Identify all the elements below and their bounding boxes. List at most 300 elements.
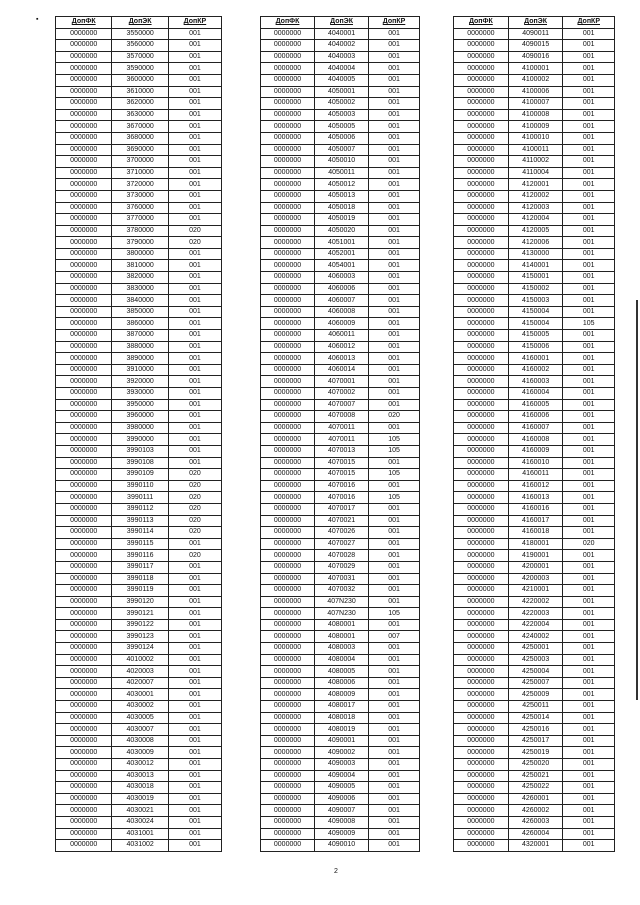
cell-dopfk: 0000000 xyxy=(454,132,509,144)
table-row xyxy=(261,202,420,214)
cell-dopkr: 001 xyxy=(563,457,615,469)
cell-dopek: 3680000 xyxy=(112,132,168,144)
cell-dopfk: 0000000 xyxy=(454,98,509,110)
cell-dopfk: 0000000 xyxy=(56,63,112,75)
cell-dopfk: 0000000 xyxy=(454,28,509,40)
cell-dopfk: 0000000 xyxy=(56,550,112,562)
cell-dopfk: 0000000 xyxy=(56,214,112,226)
table-row xyxy=(454,445,615,457)
cell-dopkr: 001 xyxy=(168,457,221,469)
table-row xyxy=(454,364,615,376)
cell-dopek: 3610000 xyxy=(112,86,168,98)
table-row xyxy=(261,619,420,631)
cell-dopfk: 0000000 xyxy=(261,86,315,98)
table-row xyxy=(261,445,420,457)
cell-dopfk: 0000000 xyxy=(56,759,112,771)
cell-dopkr: 001 xyxy=(563,237,615,249)
cell-dopfk: 0000000 xyxy=(56,364,112,376)
cell-dopek: 4060003 xyxy=(315,272,369,284)
table-row xyxy=(56,445,222,457)
cell-dopfk: 0000000 xyxy=(454,677,509,689)
cell-dopkr: 001 xyxy=(369,167,420,179)
cell-dopkr: 001 xyxy=(369,527,420,539)
cell-dopkr: 001 xyxy=(563,132,615,144)
table-row xyxy=(454,747,615,759)
cell-dopkr: 001 xyxy=(369,538,420,550)
cell-dopfk: 0000000 xyxy=(454,272,509,284)
cell-dopkr: 020 xyxy=(168,469,221,481)
cell-dopfk: 0000000 xyxy=(56,248,112,260)
table-row xyxy=(56,631,222,643)
cell-dopfk: 0000000 xyxy=(56,747,112,759)
cell-dopek: 4050010 xyxy=(315,156,369,168)
table-row xyxy=(56,759,222,771)
cell-dopek: 4160008 xyxy=(508,434,563,446)
cell-dopfk: 0000000 xyxy=(261,272,315,284)
cell-dopek: 4250022 xyxy=(508,782,563,794)
cell-dopek: 4250003 xyxy=(508,654,563,666)
table-row xyxy=(56,503,222,515)
cell-dopfk: 0000000 xyxy=(56,179,112,191)
cell-dopek: 3720000 xyxy=(112,179,168,191)
cell-dopkr: 105 xyxy=(563,318,615,330)
table-row xyxy=(261,318,420,330)
cell-dopek: 4220004 xyxy=(508,619,563,631)
cell-dopfk: 0000000 xyxy=(454,74,509,86)
cell-dopek: 4080003 xyxy=(315,643,369,655)
cell-dopkr: 001 xyxy=(563,353,615,365)
cell-dopek: 4050003 xyxy=(315,109,369,121)
cell-dopek: 3990123 xyxy=(112,631,168,643)
table-row xyxy=(56,214,222,226)
table-row xyxy=(56,735,222,747)
cell-dopkr: 001 xyxy=(168,376,221,388)
table-row xyxy=(56,399,222,411)
table-row xyxy=(261,457,420,469)
table-row xyxy=(454,411,615,423)
cell-dopkr: 001 xyxy=(369,190,420,202)
table-row xyxy=(261,237,420,249)
cell-dopkr: 001 xyxy=(563,747,615,759)
table-row xyxy=(56,596,222,608)
cell-dopfk: 0000000 xyxy=(261,527,315,539)
cell-dopek: 4070015 xyxy=(315,457,369,469)
cell-dopek: 3990119 xyxy=(112,585,168,597)
cell-dopkr: 001 xyxy=(369,677,420,689)
cell-dopek: 4070032 xyxy=(315,585,369,597)
cell-dopek: 4250001 xyxy=(508,643,563,655)
cell-dopfk: 0000000 xyxy=(454,643,509,655)
cell-dopek: 4160004 xyxy=(508,388,563,400)
cell-dopek: 4080001 xyxy=(315,631,369,643)
cell-dopek: 4070016 xyxy=(315,492,369,504)
cell-dopfk: 0000000 xyxy=(261,805,315,817)
table-row xyxy=(261,666,420,678)
cell-dopfk: 0000000 xyxy=(261,295,315,307)
table-row xyxy=(454,306,615,318)
cell-dopek: 4030008 xyxy=(112,735,168,747)
cell-dopfk: 0000000 xyxy=(56,28,112,40)
cell-dopek: 3630000 xyxy=(112,109,168,121)
cell-dopkr: 001 xyxy=(369,457,420,469)
table-row xyxy=(56,666,222,678)
cell-dopek: 3920000 xyxy=(112,376,168,388)
table-row xyxy=(56,828,222,840)
table-row xyxy=(454,654,615,666)
cell-dopfk: 0000000 xyxy=(261,666,315,678)
cell-dopfk: 0000000 xyxy=(56,782,112,794)
cell-dopfk: 0000000 xyxy=(261,492,315,504)
table-row xyxy=(454,735,615,747)
header-dopfk: ДопФК xyxy=(56,17,112,29)
cell-dopek: 4090008 xyxy=(315,816,369,828)
cell-dopek: 4260004 xyxy=(508,828,563,840)
cell-dopek: 4090002 xyxy=(315,747,369,759)
cell-dopkr: 001 xyxy=(563,306,615,318)
cell-dopkr: 001 xyxy=(369,770,420,782)
header-dopek: ДопЭК xyxy=(508,17,563,29)
cell-dopek: 4220003 xyxy=(508,608,563,620)
cell-dopfk: 0000000 xyxy=(261,63,315,75)
cell-dopkr: 001 xyxy=(369,480,420,492)
cell-dopfk: 0000000 xyxy=(261,237,315,249)
cell-dopkr: 001 xyxy=(369,272,420,284)
cell-dopkr: 001 xyxy=(369,805,420,817)
cell-dopkr: 020 xyxy=(168,225,221,237)
cell-dopkr: 001 xyxy=(563,643,615,655)
cell-dopkr: 001 xyxy=(369,689,420,701)
table-row xyxy=(454,561,615,573)
cell-dopek: 4050013 xyxy=(315,190,369,202)
table-row xyxy=(261,689,420,701)
cell-dopkr: 001 xyxy=(168,179,221,191)
cell-dopkr: 020 xyxy=(168,492,221,504)
cell-dopfk: 0000000 xyxy=(56,40,112,52)
cell-dopek: 4250007 xyxy=(508,677,563,689)
cell-dopkr: 001 xyxy=(563,666,615,678)
cell-dopfk: 0000000 xyxy=(454,248,509,260)
cell-dopfk: 0000000 xyxy=(454,399,509,411)
cell-dopfk: 0000000 xyxy=(56,677,112,689)
cell-dopek: 3550000 xyxy=(112,28,168,40)
table-row xyxy=(454,805,615,817)
cell-dopfk: 0000000 xyxy=(56,434,112,446)
cell-dopkr: 001 xyxy=(168,677,221,689)
cell-dopfk: 0000000 xyxy=(454,457,509,469)
cell-dopfk: 0000000 xyxy=(261,318,315,330)
cell-dopkr: 001 xyxy=(563,179,615,191)
cell-dopek: 4070017 xyxy=(315,503,369,515)
cell-dopkr: 001 xyxy=(563,782,615,794)
cell-dopfk: 0000000 xyxy=(261,596,315,608)
cell-dopkr: 001 xyxy=(168,759,221,771)
cell-dopfk: 0000000 xyxy=(56,330,112,342)
cell-dopek: 4160003 xyxy=(508,376,563,388)
cell-dopfk: 0000000 xyxy=(56,596,112,608)
cell-dopek: 4120002 xyxy=(508,190,563,202)
cell-dopfk: 0000000 xyxy=(56,631,112,643)
table-row xyxy=(56,144,222,156)
cell-dopfk: 0000000 xyxy=(261,399,315,411)
cell-dopkr: 001 xyxy=(369,144,420,156)
cell-dopfk: 0000000 xyxy=(454,480,509,492)
table-row xyxy=(261,550,420,562)
table-row xyxy=(454,782,615,794)
cell-dopkr: 001 xyxy=(168,74,221,86)
cell-dopkr: 001 xyxy=(369,619,420,631)
cell-dopfk: 0000000 xyxy=(454,793,509,805)
cell-dopkr: 001 xyxy=(369,828,420,840)
cell-dopek: 3800000 xyxy=(112,248,168,260)
cell-dopfk: 0000000 xyxy=(261,689,315,701)
cell-dopek: 4210001 xyxy=(508,585,563,597)
table-row xyxy=(454,434,615,446)
cell-dopfk: 0000000 xyxy=(56,272,112,284)
cell-dopek: 4150002 xyxy=(508,283,563,295)
table-row xyxy=(454,248,615,260)
cell-dopkr: 001 xyxy=(369,260,420,272)
cell-dopkr: 001 xyxy=(563,469,615,481)
table-row xyxy=(454,74,615,86)
table-row xyxy=(56,724,222,736)
table-row xyxy=(56,469,222,481)
table-row xyxy=(454,28,615,40)
cell-dopfk: 0000000 xyxy=(56,840,112,852)
cell-dopkr: 001 xyxy=(563,248,615,260)
table-row xyxy=(261,74,420,86)
table-row xyxy=(56,434,222,446)
cell-dopkr: 020 xyxy=(369,411,420,423)
table-row xyxy=(56,515,222,527)
cell-dopfk: 0000000 xyxy=(454,376,509,388)
cell-dopfk: 0000000 xyxy=(261,759,315,771)
cell-dopkr: 001 xyxy=(369,74,420,86)
cell-dopkr: 001 xyxy=(369,515,420,527)
cell-dopfk: 0000000 xyxy=(56,816,112,828)
cell-dopfk: 0000000 xyxy=(56,561,112,573)
cell-dopkr: 001 xyxy=(369,295,420,307)
cell-dopek: 3990118 xyxy=(112,573,168,585)
table-row xyxy=(56,86,222,98)
table-row xyxy=(454,353,615,365)
table-row xyxy=(56,677,222,689)
cell-dopek: 4260001 xyxy=(508,793,563,805)
table-row xyxy=(454,330,615,342)
table-row xyxy=(261,735,420,747)
table-row xyxy=(261,608,420,620)
cell-dopek: 4160011 xyxy=(508,469,563,481)
cell-dopek: 4250020 xyxy=(508,759,563,771)
table-row xyxy=(454,515,615,527)
table-row xyxy=(454,40,615,52)
table-row xyxy=(56,619,222,631)
cell-dopkr: 001 xyxy=(563,411,615,423)
cell-dopek: 4120001 xyxy=(508,179,563,191)
cell-dopkr: 001 xyxy=(369,793,420,805)
cell-dopkr: 001 xyxy=(369,399,420,411)
table-row xyxy=(454,492,615,504)
cell-dopkr: 001 xyxy=(168,121,221,133)
cell-dopfk: 0000000 xyxy=(261,330,315,342)
cell-dopfk: 0000000 xyxy=(56,735,112,747)
cell-dopkr: 001 xyxy=(369,179,420,191)
cell-dopek: 407N230 xyxy=(315,608,369,620)
cell-dopkr: 001 xyxy=(563,167,615,179)
cell-dopek: 3670000 xyxy=(112,121,168,133)
cell-dopfk: 0000000 xyxy=(56,828,112,840)
table-row xyxy=(56,364,222,376)
cell-dopfk: 0000000 xyxy=(261,480,315,492)
cell-dopek: 4050012 xyxy=(315,179,369,191)
table-row xyxy=(261,712,420,724)
cell-dopkr: 001 xyxy=(168,561,221,573)
cell-dopek: 3990108 xyxy=(112,457,168,469)
cell-dopkr: 001 xyxy=(168,353,221,365)
cell-dopek: 4090006 xyxy=(315,793,369,805)
header-dopek: ДопЭК xyxy=(112,17,168,29)
cell-dopkr: 001 xyxy=(168,40,221,52)
cell-dopfk: 0000000 xyxy=(454,411,509,423)
cell-dopfk: 0000000 xyxy=(261,585,315,597)
table-row xyxy=(454,770,615,782)
cell-dopfk: 0000000 xyxy=(261,98,315,110)
cell-dopkr: 001 xyxy=(168,51,221,63)
cell-dopkr: 001 xyxy=(168,689,221,701)
table-row xyxy=(454,260,615,272)
cell-dopfk: 0000000 xyxy=(454,712,509,724)
cell-dopfk: 0000000 xyxy=(454,179,509,191)
cell-dopfk: 0000000 xyxy=(454,364,509,376)
cell-dopfk: 0000000 xyxy=(261,144,315,156)
cell-dopkr: 001 xyxy=(563,585,615,597)
cell-dopkr: 001 xyxy=(168,747,221,759)
table-row xyxy=(56,422,222,434)
cell-dopkr: 001 xyxy=(168,712,221,724)
cell-dopfk: 0000000 xyxy=(261,550,315,562)
cell-dopek: 4030024 xyxy=(112,816,168,828)
table-row xyxy=(261,63,420,75)
cell-dopek: 4080017 xyxy=(315,701,369,713)
table-row xyxy=(454,202,615,214)
cell-dopfk: 0000000 xyxy=(56,712,112,724)
cell-dopfk: 0000000 xyxy=(261,712,315,724)
table-row xyxy=(56,225,222,237)
table-row xyxy=(261,747,420,759)
cell-dopkr: 001 xyxy=(563,527,615,539)
cell-dopek: 3830000 xyxy=(112,283,168,295)
cell-dopek: 4070001 xyxy=(315,376,369,388)
table-row xyxy=(261,503,420,515)
cell-dopek: 4060007 xyxy=(315,295,369,307)
cell-dopfk: 0000000 xyxy=(261,608,315,620)
cell-dopek: 4050005 xyxy=(315,121,369,133)
cell-dopek: 407N230 xyxy=(315,596,369,608)
cell-dopek: 4120003 xyxy=(508,202,563,214)
cell-dopek: 4020003 xyxy=(112,666,168,678)
cell-dopfk: 0000000 xyxy=(261,816,315,828)
table-row xyxy=(454,585,615,597)
cell-dopek: 4160016 xyxy=(508,503,563,515)
table-row xyxy=(261,295,420,307)
cell-dopek: 4250014 xyxy=(508,712,563,724)
table-row xyxy=(56,573,222,585)
table-row xyxy=(261,40,420,52)
cell-dopfk: 0000000 xyxy=(261,121,315,133)
cell-dopek: 4320001 xyxy=(508,840,563,852)
cell-dopek: 4250017 xyxy=(508,735,563,747)
cell-dopkr: 001 xyxy=(563,503,615,515)
cell-dopek: 3590000 xyxy=(112,63,168,75)
cell-dopfk: 0000000 xyxy=(261,457,315,469)
cell-dopfk: 0000000 xyxy=(56,399,112,411)
cell-dopkr: 001 xyxy=(369,341,420,353)
cell-dopfk: 0000000 xyxy=(261,828,315,840)
cell-dopfk: 0000000 xyxy=(261,388,315,400)
cell-dopkr: 001 xyxy=(168,260,221,272)
cell-dopek: 3990103 xyxy=(112,445,168,457)
cell-dopkr: 001 xyxy=(168,538,221,550)
header-dopkr: ДопКР xyxy=(168,17,221,29)
cell-dopkr: 001 xyxy=(369,759,420,771)
cell-dopkr: 001 xyxy=(563,596,615,608)
cell-dopfk: 0000000 xyxy=(454,330,509,342)
cell-dopkr: 001 xyxy=(168,214,221,226)
cell-dopkr: 001 xyxy=(369,724,420,736)
table-row xyxy=(454,643,615,655)
cell-dopek: 4160018 xyxy=(508,527,563,539)
cell-dopek: 3930000 xyxy=(112,388,168,400)
cell-dopkr: 001 xyxy=(563,492,615,504)
cell-dopkr: 007 xyxy=(369,631,420,643)
cell-dopfk: 0000000 xyxy=(56,538,112,550)
cell-dopek: 4030005 xyxy=(112,712,168,724)
cell-dopek: 3850000 xyxy=(112,306,168,318)
cell-dopkr: 001 xyxy=(369,132,420,144)
cell-dopkr: 001 xyxy=(563,654,615,666)
table-row xyxy=(56,527,222,539)
cell-dopfk: 0000000 xyxy=(454,747,509,759)
cell-dopkr: 001 xyxy=(369,735,420,747)
cell-dopek: 4040002 xyxy=(315,40,369,52)
cell-dopkr: 001 xyxy=(369,51,420,63)
cell-dopfk: 0000000 xyxy=(56,527,112,539)
cell-dopek: 4031002 xyxy=(112,840,168,852)
cell-dopek: 4250009 xyxy=(508,689,563,701)
cell-dopkr: 001 xyxy=(369,156,420,168)
cell-dopek: 4200003 xyxy=(508,573,563,585)
table-row xyxy=(261,515,420,527)
cell-dopfk: 0000000 xyxy=(454,353,509,365)
cell-dopek: 4100009 xyxy=(508,121,563,133)
cell-dopek: 3710000 xyxy=(112,167,168,179)
header-dopkr: ДопКР xyxy=(563,17,615,29)
cell-dopkr: 001 xyxy=(563,272,615,284)
cell-dopek: 4070011 xyxy=(315,422,369,434)
cell-dopek: 4100011 xyxy=(508,144,563,156)
cell-dopkr: 001 xyxy=(563,202,615,214)
table-row xyxy=(261,121,420,133)
table-row xyxy=(261,631,420,643)
cell-dopfk: 0000000 xyxy=(454,445,509,457)
table-row xyxy=(56,643,222,655)
table-row xyxy=(454,318,615,330)
cell-dopek: 4070007 xyxy=(315,399,369,411)
cell-dopkr: 001 xyxy=(563,98,615,110)
cell-dopek: 3860000 xyxy=(112,318,168,330)
cell-dopkr: 001 xyxy=(168,828,221,840)
cell-dopfk: 0000000 xyxy=(56,793,112,805)
cell-dopfk: 0000000 xyxy=(56,260,112,272)
